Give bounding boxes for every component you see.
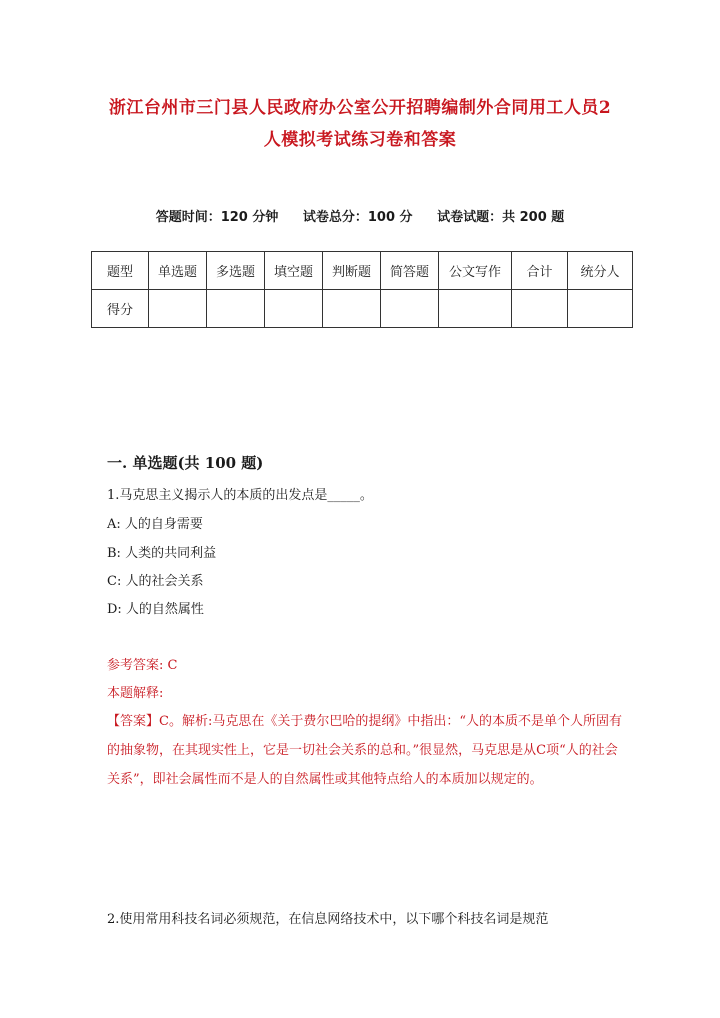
section-title: 一. 单选题(共 100 题) [107, 454, 264, 472]
header-cell: 单选题 [149, 252, 207, 290]
question-1-option-b: B: 人类的共同利益 [107, 546, 217, 561]
header-cell: 统分人 [568, 252, 633, 290]
document-title [80, 92, 640, 156]
question-1-explain-label: 本题解释: [107, 686, 164, 701]
question-1-option-a: A: 人的自身需要 [107, 517, 203, 532]
header-cell: 多选题 [207, 252, 265, 290]
header-cell: 填空题 [265, 252, 323, 290]
question-1-option-d: D: 人的自然属性 [107, 602, 204, 617]
row-label-cell: 得分 [92, 290, 149, 328]
header-cell: 判断题 [323, 252, 381, 290]
exam-total: 试卷总分：100 分 [302, 210, 413, 225]
score-cell [381, 290, 439, 328]
question-1-option-c: C: 人的社会关系 [107, 574, 204, 589]
score-cell [265, 290, 323, 328]
score-table [91, 251, 633, 328]
score-cell [512, 290, 568, 328]
question-1-explanation: 【答案】C。解析:马克思在《关于费尔巴哈的提纲》中指出：“人的本质不是单个人所固有的抽象物，在其现实性上，它是一切社会关系的总和。”很显然，马克思是从C项“人的社会关系”，即社会属性而不是人的自然属性或其他特点给人的本质加以规定的。 [107, 714, 622, 787]
score-cell [207, 290, 265, 328]
score-table-score-row [92, 290, 633, 328]
exam-time: 答题时间：120 分钟 [155, 210, 279, 225]
question-1-text: 1.马克思主义揭示人的本质的出发点是_____。 [107, 488, 373, 503]
score-cell [568, 290, 633, 328]
header-cell: 合计 [512, 252, 568, 290]
score-table-header-row [92, 252, 633, 290]
question-1-answer: 参考答案: C [107, 658, 178, 673]
score-cell [439, 290, 512, 328]
score-cell [323, 290, 381, 328]
exam-info [90, 206, 630, 225]
title-line-2: 人模拟考试练习卷和答案 [263, 130, 457, 150]
header-cell: 简答题 [381, 252, 439, 290]
question-2-text: 2.使用常用科技名词必须规范，在信息网络技术中，以下哪个科技名词是规范 [107, 912, 549, 927]
exam-questions: 试卷试题：共 200 题 [437, 210, 565, 225]
score-cell [149, 290, 207, 328]
header-cell: 题型 [92, 252, 149, 290]
title-line-1: 浙江台州市三门县人民政府办公室公开招聘编制外合同用工人员2 [108, 98, 612, 118]
header-cell: 公文写作 [439, 252, 512, 290]
